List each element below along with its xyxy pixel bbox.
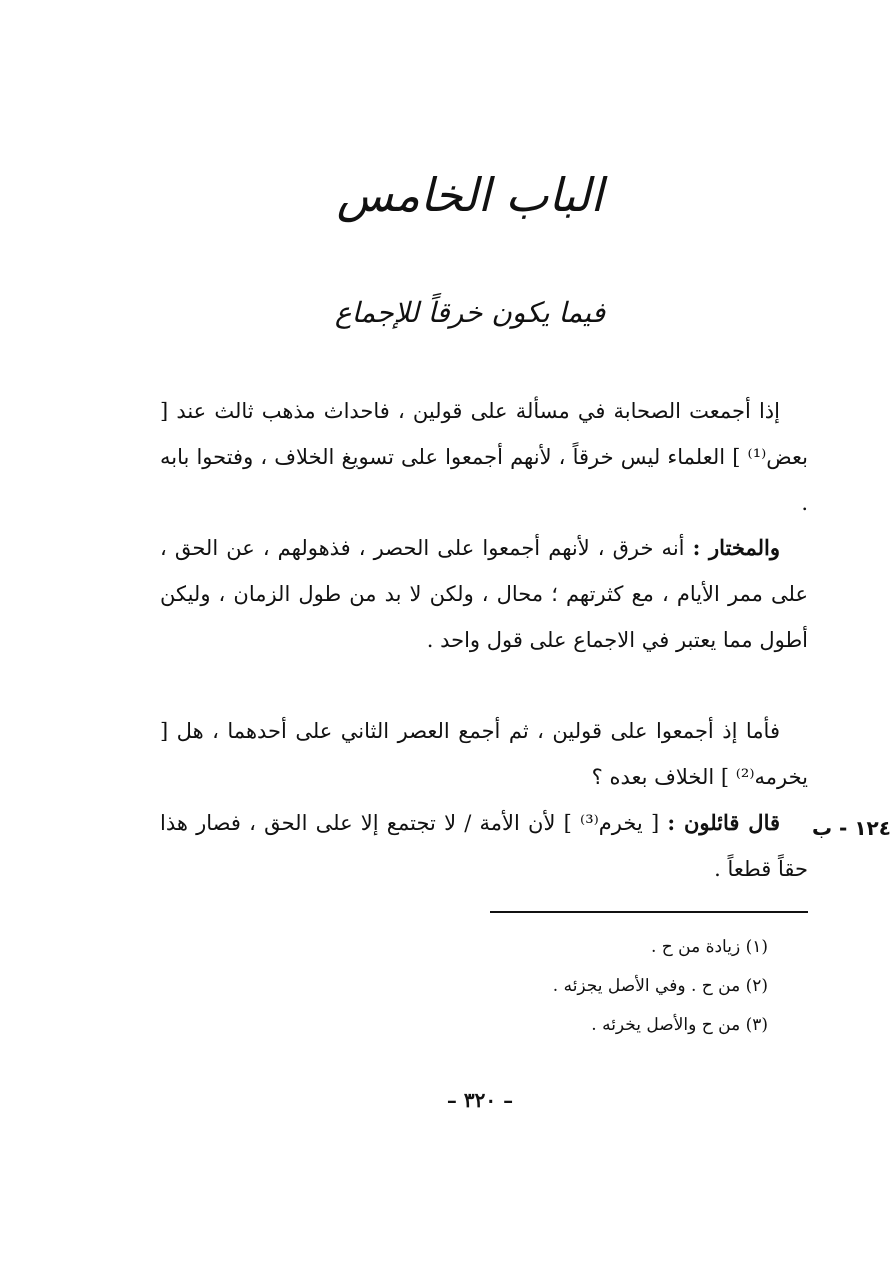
paragraph-text: فأما إذ أجمعوا على قولين ، ثم أجمع العصر الثاني على أحدهما ، هل [ يخرمه⁽²⁾ ] الخلاف بعده ؟ <box>160 719 808 789</box>
footnote-3: (٣) من ح والأصل يخرئه . <box>591 1015 768 1035</box>
paragraph-2 <box>160 525 808 663</box>
footnote-2: (٢) من ح . وفي الأصل يجزئه . <box>552 976 768 996</box>
paragraph-text: [ يخرم⁽³⁾ ] لأن الأمة / لا تجتمع إلا على الحق ، فصار هذا حقاً قطعاً . <box>160 811 808 881</box>
page-number: – ٣٢٠ – <box>446 1088 514 1112</box>
paragraph-lead: والمختار : <box>692 535 780 560</box>
paragraph-1 <box>160 388 808 526</box>
paragraph-3 <box>160 708 808 800</box>
footnote-divider <box>490 911 808 913</box>
paragraph-text: أنه خرق ، لأنهم أجمعوا على الحصر ، فذهولهم ، عن الحق ، على ممر الأيام ، مع كثرتهم ؛ محال ، ولكن لا بد من طول الزمان ، وليكن أطول مما يعتبر في الاجماع على قول واحد . <box>160 536 808 652</box>
paragraph-4 <box>160 800 808 892</box>
chapter-title: الباب الخامس <box>336 168 604 222</box>
manuscript-folio-note: ١٢٤ - ب <box>812 816 891 840</box>
footnote-1: (١) زيادة من ح . <box>650 937 768 957</box>
paragraph-lead: قال قائلون : <box>667 810 781 835</box>
footnotes <box>380 928 768 1045</box>
paragraph-text: إذا أجمعت الصحابة في مسألة على قولين ، فاحداث مذهب ثالث عند [ بعض⁽¹⁾ ] العلماء ليس خرقاً ، لأنهم أجمعوا على تسويغ الخلاف ، وفتحوا بابه . <box>160 399 808 515</box>
chapter-subtitle: فيما يكون خرقاً للإجماع <box>334 296 606 329</box>
